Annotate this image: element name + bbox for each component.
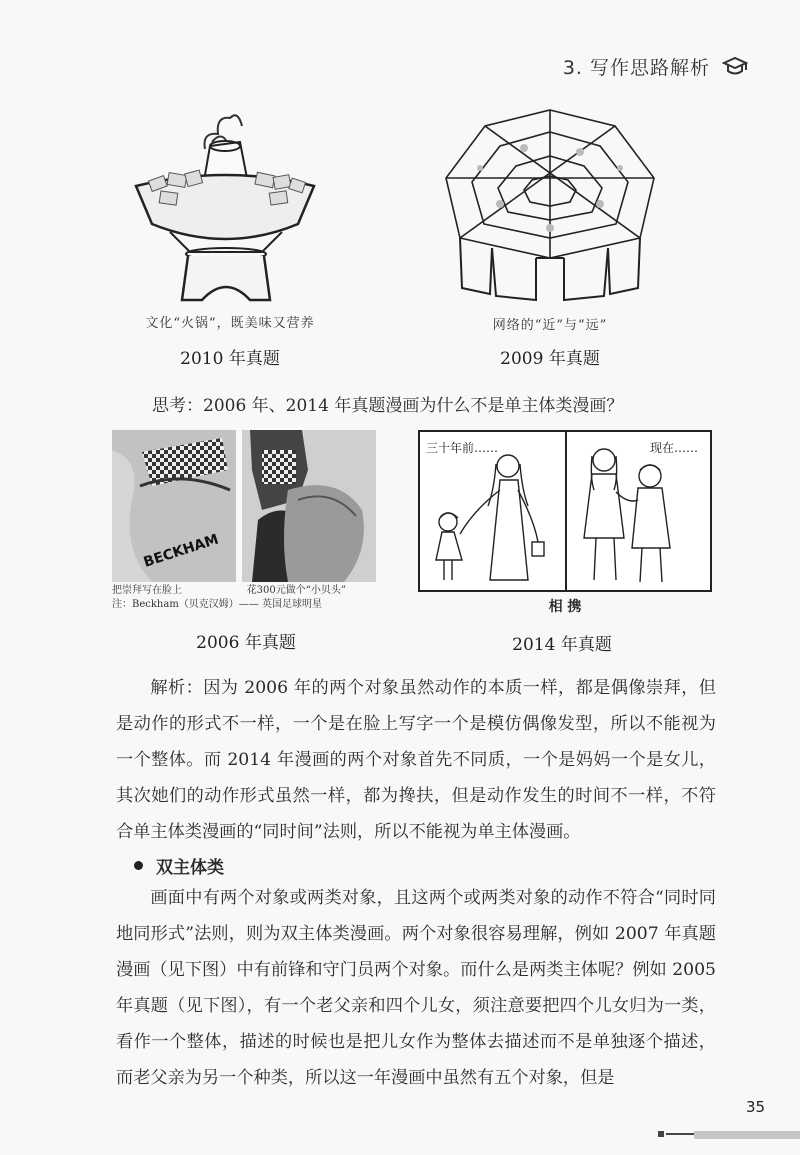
spiderweb-illustration	[440, 108, 660, 304]
analysis-paragraph: 解析：因为 2006 年的两个对象虽然动作的本质一样，都是偶像崇拜，但是动作的形式不一样，一个是在脸上写字一个是模仿偶像发型，所以不能视为一个整体。而 2014 年漫画的两个对象首先不同质，一个是妈妈一个是女儿，其次她们的动作形式虽然一样，都为搀扶，但是动作发生的时间不一样，不符合单主体类漫画的“同时间”法则，所以不能视为单主体漫画。	[116, 678, 716, 842]
comic-panels	[418, 430, 712, 592]
question-text: 思考：2006 年、2014 年真题漫画为什么不是单主体类漫画？	[152, 396, 624, 416]
figure-year-label: 2014 年真题	[512, 635, 612, 655]
figure-year-label: 2010 年真题	[180, 349, 280, 369]
running-header	[563, 50, 748, 82]
comic-title: 相 携	[548, 599, 582, 615]
figure-caption: 文化“火锅”，既美味又营养	[145, 316, 315, 331]
graduation-cap-icon	[722, 55, 748, 77]
footer-bar	[694, 1131, 800, 1139]
photo-caption-right: 花300元做个“小贝头”	[246, 585, 346, 596]
photo-caption-row	[112, 584, 376, 598]
cheek-text: BECKHAM	[141, 531, 221, 571]
figure-spiderweb	[440, 108, 660, 369]
panel1-text: 三十年前……	[426, 441, 499, 455]
figure-beckham-photos	[112, 430, 376, 653]
section-heading	[134, 853, 224, 878]
figure-comic-xiangxie	[418, 430, 712, 655]
footer-marker	[658, 1131, 664, 1137]
footer-rule	[666, 1133, 694, 1135]
photo-caption-left: 把崇拜写在脸上	[112, 585, 182, 596]
photo-note: 注：Beckham（贝克汉姆）—— 英国足球明星	[112, 599, 322, 610]
page-number: 35	[746, 1098, 766, 1116]
hotpot-illustration	[130, 104, 330, 304]
header-title: 3. 写作思路解析	[562, 56, 710, 79]
bullet-icon	[134, 861, 143, 870]
figure-hotpot	[130, 104, 330, 369]
figure-caption: 网络的“近”与“远”	[492, 318, 608, 333]
beckham-photo-collage	[112, 430, 376, 582]
figure-year-label: 2009 年真题	[500, 349, 600, 369]
figure-year-label: 2006 年真题	[196, 633, 296, 653]
section-heading-text: 双主体类	[156, 858, 224, 878]
panel2-text: 现在……	[650, 441, 699, 455]
section-paragraph: 画面中有两个对象或两类对象，且这两个或两类对象的动作不符合“同时同地同形式”法则，则为双主体类漫画。两个对象很容易理解，例如 2007 年真题漫画（见下图）中有前锋和守门员两个对象。而什么是两类主体呢？例如 2005 年真题（见下图），有一个老父亲和四个儿女，须注意要把四个儿女归为一类，看作一个整体，描述的时候也是把儿女作为整体去描述而不是单独逐个描述，而老父亲为另一个种类，所以这一年漫画中虽然有五个对象，但是	[116, 888, 716, 1088]
